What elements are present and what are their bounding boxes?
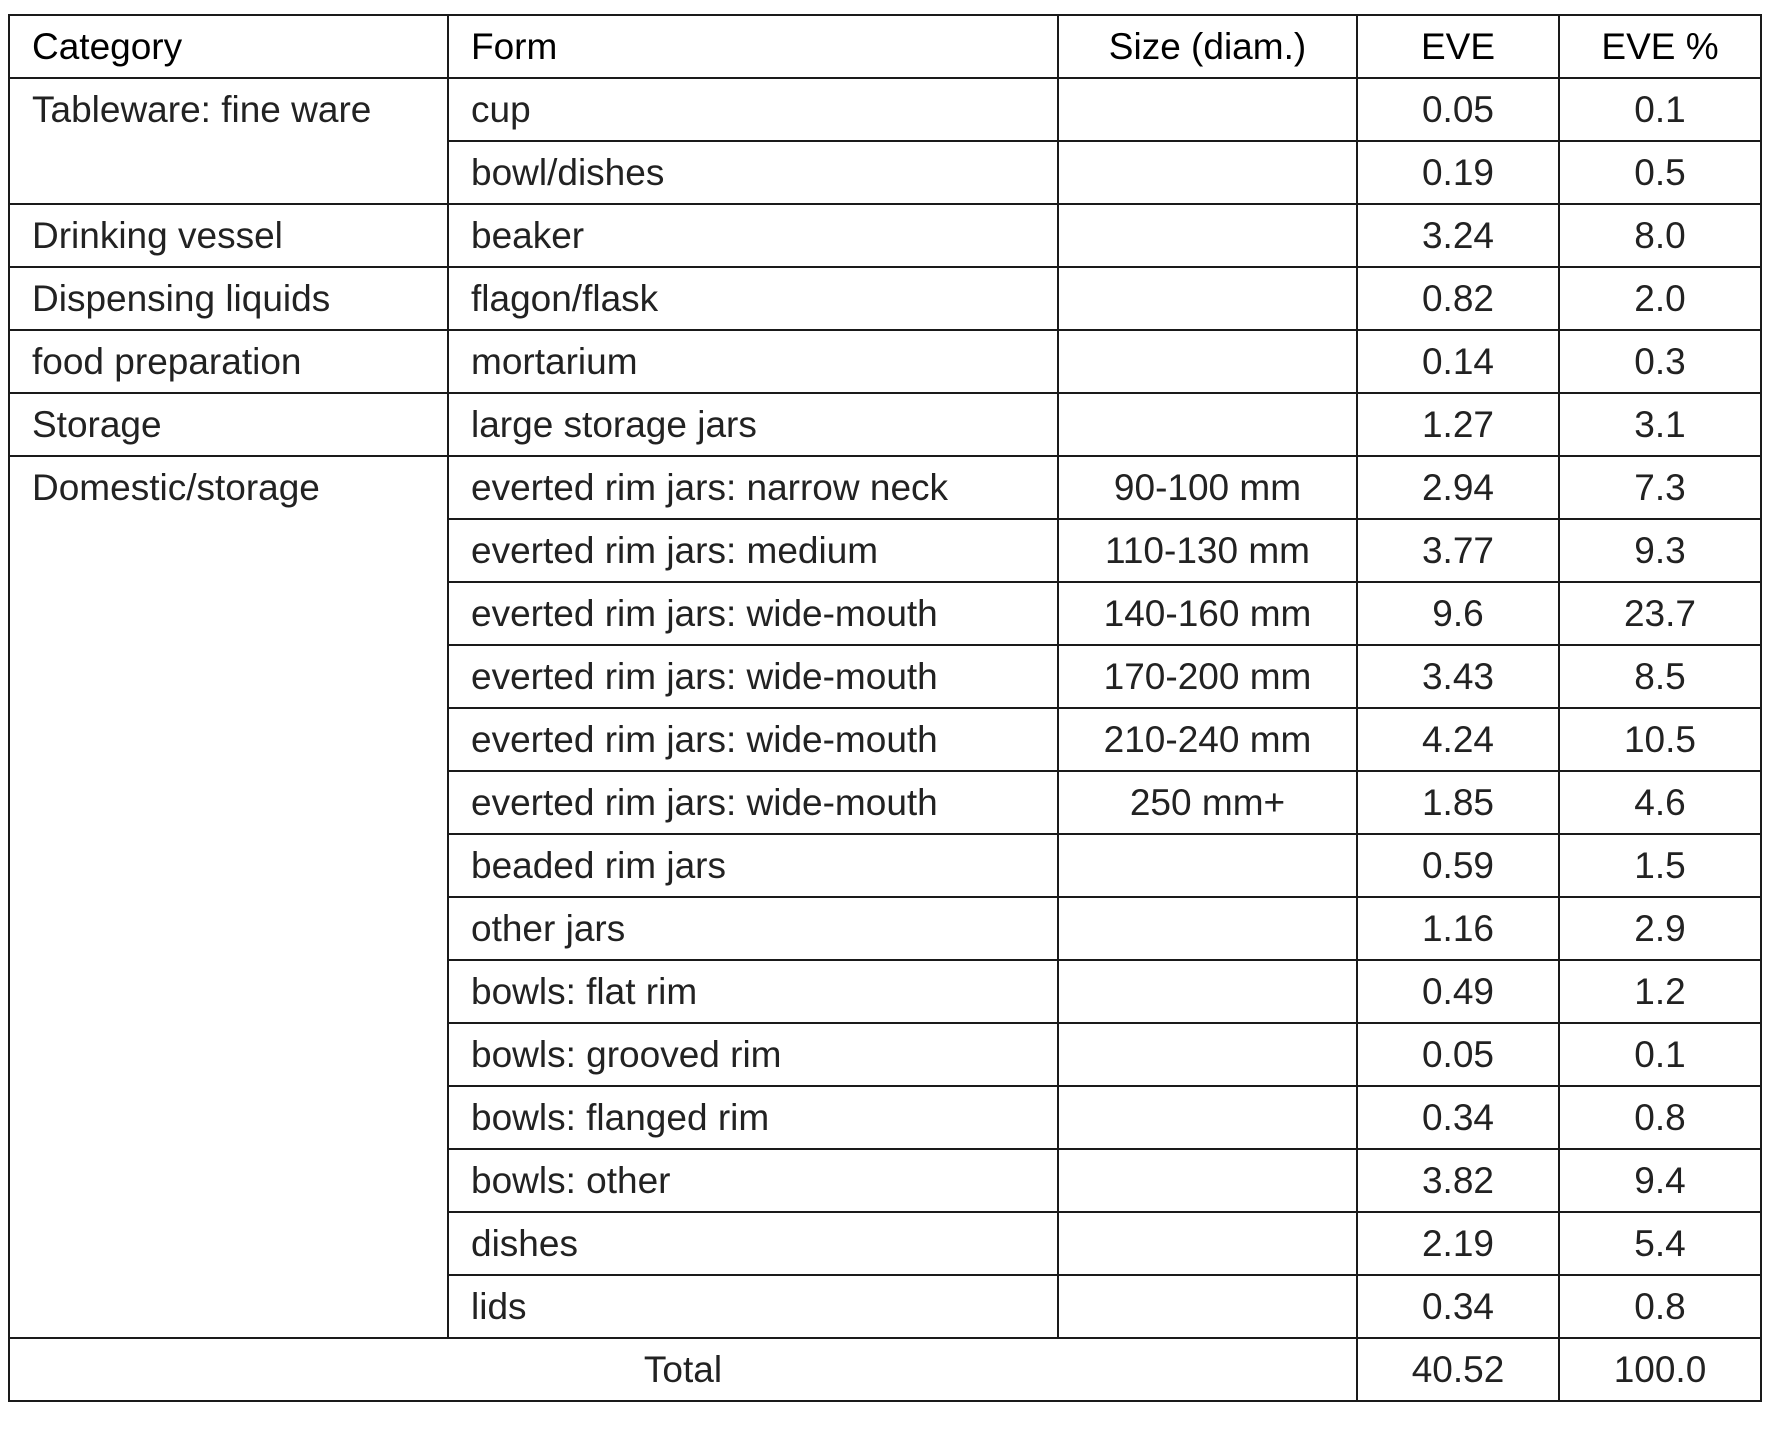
size-cell bbox=[1058, 267, 1357, 330]
form-cell: beaker bbox=[448, 204, 1058, 267]
table-row bbox=[9, 330, 1761, 393]
eve-table bbox=[8, 14, 1762, 1402]
form-cell: bowls: other bbox=[448, 1149, 1058, 1212]
size-cell bbox=[1058, 1023, 1357, 1086]
category-cell: Tableware: fine ware bbox=[9, 78, 448, 204]
size-cell bbox=[1058, 330, 1357, 393]
eve-percent-cell: 2.0 bbox=[1559, 267, 1761, 330]
eve-cell: 0.34 bbox=[1357, 1086, 1559, 1149]
form-cell: everted rim jars: wide-mouth bbox=[448, 771, 1058, 834]
eve-percent-cell: 8.5 bbox=[1559, 645, 1761, 708]
size-cell bbox=[1058, 1212, 1357, 1275]
eve-percent-cell: 2.9 bbox=[1559, 897, 1761, 960]
eve-cell: 0.05 bbox=[1357, 78, 1559, 141]
form-cell: lids bbox=[448, 1275, 1058, 1338]
size-cell bbox=[1058, 78, 1357, 141]
eve-cell: 3.77 bbox=[1357, 519, 1559, 582]
form-cell: everted rim jars: wide-mouth bbox=[448, 645, 1058, 708]
form-cell: dishes bbox=[448, 1212, 1058, 1275]
eve-percent-cell: 3.1 bbox=[1559, 393, 1761, 456]
size-cell bbox=[1058, 204, 1357, 267]
table-row bbox=[9, 456, 1761, 519]
form-cell: cup bbox=[448, 78, 1058, 141]
total-eve-percent: 100.0 bbox=[1559, 1338, 1761, 1401]
eve-percent-cell: 8.0 bbox=[1559, 204, 1761, 267]
eve-percent-cell: 7.3 bbox=[1559, 456, 1761, 519]
size-cell bbox=[1058, 960, 1357, 1023]
eve-percent-cell: 1.2 bbox=[1559, 960, 1761, 1023]
size-cell bbox=[1058, 1149, 1357, 1212]
eve-cell: 1.27 bbox=[1357, 393, 1559, 456]
form-cell: other jars bbox=[448, 897, 1058, 960]
size-cell bbox=[1058, 141, 1357, 204]
eve-cell: 4.24 bbox=[1357, 708, 1559, 771]
eve-percent-cell: 0.5 bbox=[1559, 141, 1761, 204]
table-row bbox=[9, 204, 1761, 267]
eve-table-sheet bbox=[8, 14, 1760, 1402]
eve-percent-cell: 4.6 bbox=[1559, 771, 1761, 834]
eve-percent-cell: 0.1 bbox=[1559, 78, 1761, 141]
eve-cell: 1.85 bbox=[1357, 771, 1559, 834]
size-cell: 250 mm+ bbox=[1058, 771, 1357, 834]
eve-cell: 0.82 bbox=[1357, 267, 1559, 330]
form-cell: beaded rim jars bbox=[448, 834, 1058, 897]
form-cell: everted rim jars: medium bbox=[448, 519, 1058, 582]
total-eve: 40.52 bbox=[1357, 1338, 1559, 1401]
eve-cell: 2.19 bbox=[1357, 1212, 1559, 1275]
category-cell: food preparation bbox=[9, 330, 448, 393]
eve-percent-cell: 10.5 bbox=[1559, 708, 1761, 771]
form-cell: everted rim jars: wide-mouth bbox=[448, 708, 1058, 771]
form-cell: everted rim jars: wide-mouth bbox=[448, 582, 1058, 645]
category-cell: Drinking vessel bbox=[9, 204, 448, 267]
size-cell bbox=[1058, 834, 1357, 897]
size-cell: 90-100 mm bbox=[1058, 456, 1357, 519]
size-cell: 170-200 mm bbox=[1058, 645, 1357, 708]
eve-cell: 2.94 bbox=[1357, 456, 1559, 519]
eve-percent-cell: 23.7 bbox=[1559, 582, 1761, 645]
eve-cell: 0.59 bbox=[1357, 834, 1559, 897]
form-cell: bowls: flanged rim bbox=[448, 1086, 1058, 1149]
form-cell: bowl/dishes bbox=[448, 141, 1058, 204]
eve-cell: 0.34 bbox=[1357, 1275, 1559, 1338]
eve-cell: 3.43 bbox=[1357, 645, 1559, 708]
table-body bbox=[9, 78, 1761, 1338]
eve-percent-cell: 0.3 bbox=[1559, 330, 1761, 393]
header-form: Form bbox=[448, 15, 1058, 78]
eve-cell: 0.05 bbox=[1357, 1023, 1559, 1086]
eve-percent-cell: 0.8 bbox=[1559, 1275, 1761, 1338]
header-size: Size (diam.) bbox=[1058, 15, 1357, 78]
eve-cell: 0.49 bbox=[1357, 960, 1559, 1023]
eve-percent-cell: 5.4 bbox=[1559, 1212, 1761, 1275]
form-cell: large storage jars bbox=[448, 393, 1058, 456]
header-eve: EVE bbox=[1357, 15, 1559, 78]
eve-percent-cell: 1.5 bbox=[1559, 834, 1761, 897]
eve-percent-cell: 0.8 bbox=[1559, 1086, 1761, 1149]
eve-percent-cell: 9.3 bbox=[1559, 519, 1761, 582]
size-cell bbox=[1058, 1086, 1357, 1149]
form-cell: flagon/flask bbox=[448, 267, 1058, 330]
header-category: Category bbox=[9, 15, 448, 78]
size-cell bbox=[1058, 897, 1357, 960]
eve-percent-cell: 9.4 bbox=[1559, 1149, 1761, 1212]
form-cell: everted rim jars: narrow neck bbox=[448, 456, 1058, 519]
header-row bbox=[9, 15, 1761, 78]
table-row bbox=[9, 267, 1761, 330]
eve-cell: 0.14 bbox=[1357, 330, 1559, 393]
eve-percent-cell: 0.1 bbox=[1559, 1023, 1761, 1086]
category-cell: Domestic/storage bbox=[9, 456, 448, 1338]
eve-cell: 3.24 bbox=[1357, 204, 1559, 267]
eve-cell: 0.19 bbox=[1357, 141, 1559, 204]
size-cell: 210-240 mm bbox=[1058, 708, 1357, 771]
form-cell: bowls: grooved rim bbox=[448, 1023, 1058, 1086]
size-cell bbox=[1058, 393, 1357, 456]
form-cell: bowls: flat rim bbox=[448, 960, 1058, 1023]
total-label: Total bbox=[9, 1338, 1357, 1401]
form-cell: mortarium bbox=[448, 330, 1058, 393]
table-row bbox=[9, 78, 1761, 141]
table-row bbox=[9, 393, 1761, 456]
total-row bbox=[9, 1338, 1761, 1401]
header-eve-percent: EVE % bbox=[1559, 15, 1761, 78]
size-cell: 110-130 mm bbox=[1058, 519, 1357, 582]
category-cell: Dispensing liquids bbox=[9, 267, 448, 330]
size-cell bbox=[1058, 1275, 1357, 1338]
eve-cell: 9.6 bbox=[1357, 582, 1559, 645]
eve-cell: 3.82 bbox=[1357, 1149, 1559, 1212]
eve-cell: 1.16 bbox=[1357, 897, 1559, 960]
category-cell: Storage bbox=[9, 393, 448, 456]
size-cell: 140-160 mm bbox=[1058, 582, 1357, 645]
